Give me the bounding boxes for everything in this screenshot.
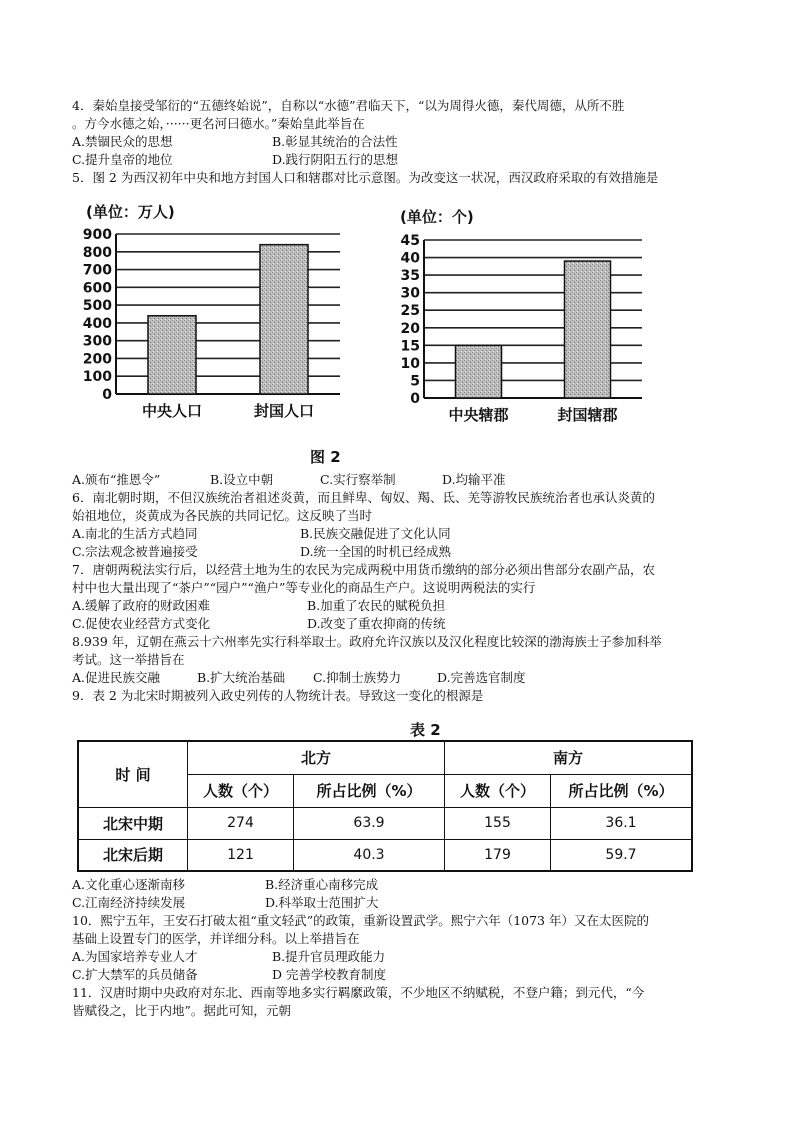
south-count-cell: 179 (445, 839, 551, 871)
y-tick-label: 600 (82, 280, 112, 297)
y-tick-label: 500 (82, 298, 112, 315)
y-tick-label: 15 (400, 338, 420, 355)
q5-option-c: C.实行察举制 (320, 472, 396, 487)
x-tick-label: 封国人口 (253, 402, 315, 420)
south-ratio-cell: 36.1 (551, 807, 693, 839)
q11-stem-line2: 皆赋役之，比于内地”。据此可知，元朝 (72, 1003, 291, 1018)
q10-option-d: D 完善学校教育制度 (272, 967, 386, 982)
south-ratio-cell: 59.7 (551, 839, 693, 871)
q4-option-c: C.提升皇帝的地位 (72, 152, 173, 167)
y-tick-label: 20 (400, 320, 420, 337)
y-tick-label: 300 (82, 333, 112, 350)
q8-option-a: A.促进民族交融 (72, 670, 161, 685)
q9-option-c: C.江南经济持续发展 (72, 895, 186, 910)
y-tick-label: 0 (410, 391, 420, 407)
q6-option-c: C.宗法观念被普遍接受 (72, 544, 198, 559)
q9-option-a: A.文化重心逐渐南移 (72, 877, 186, 892)
q10-option-c: C.扩大禁军的兵员储备 (72, 967, 198, 982)
q4-option-b: B.彰显其统治的合法性 (272, 134, 398, 149)
chart2-unit-label: (单位：个) (400, 208, 474, 226)
q7-option-a: A.缓解了政府的财政困难 (72, 598, 211, 613)
north-count-cell: 121 (188, 839, 294, 871)
chart1-unit-label: (单位：万人) (86, 203, 175, 221)
q6-option-b: B.民族交融促进了文化认同 (300, 526, 451, 541)
q10-stem-line2: 基础上设置专门的医学，并详细分科。以上举措旨在 (72, 931, 360, 946)
q8-stem-line2: 考试。这一举措旨在 (72, 652, 185, 667)
header-south-ratio: 所占比例（%） (551, 774, 693, 807)
bar (565, 261, 611, 398)
y-tick-label: 0 (102, 387, 112, 403)
y-tick-label: 700 (82, 262, 112, 279)
population-bar-chart (70, 226, 360, 426)
q5-option-b: B.设立中朝 (210, 472, 274, 487)
y-tick-label: 5 (410, 373, 420, 390)
statistics-table (77, 740, 693, 872)
y-tick-label: 30 (400, 285, 420, 302)
q6-option-d: D.统一全国的时机已经成熟 (300, 544, 452, 559)
north-ratio-cell: 63.9 (294, 807, 445, 839)
y-tick-label: 800 (82, 244, 112, 261)
q6-stem-line2: 始祖地位，炎黄成为各民族的共同记忆。这反映了当时 (72, 508, 373, 523)
prefecture-bar-chart (390, 230, 650, 426)
bar (260, 245, 308, 394)
q9-stem: 9．表 2 为北宋时期被列入政史列传的人物统计表。导致这一变化的根源是 (72, 688, 484, 703)
table-row (78, 807, 692, 839)
x-tick-label: 中央辖郡 (448, 406, 509, 424)
y-tick-label: 10 (400, 355, 420, 372)
q9-option-d: D.科举取士范围扩大 (265, 895, 379, 910)
header-south-count: 人数（个） (445, 774, 551, 807)
header-north-count: 人数（个） (188, 774, 294, 807)
q9-option-b: B.经济重心南移完成 (265, 877, 379, 892)
y-tick-label: 200 (82, 351, 112, 368)
table-row (78, 839, 692, 871)
table-caption: 表 2 (410, 721, 441, 739)
row-period: 北宋后期 (78, 839, 188, 871)
bar (148, 316, 196, 394)
row-period: 北宋中期 (78, 807, 188, 839)
x-tick-label: 封国辖郡 (557, 406, 618, 424)
q5-option-a: A.颁布“推恩令” (72, 472, 161, 487)
north-ratio-cell: 40.3 (294, 839, 445, 871)
q10-option-a: A.为国家培养专业人才 (72, 949, 198, 964)
figure-caption: 图 2 (310, 448, 341, 466)
y-tick-label: 900 (82, 227, 112, 243)
q10-stem-line1: 10．熙宁五年，王安石打破太祖“重文轻武”的政策，重新设置武学。熙宁六年（1073 年）又在太医院的 (72, 913, 649, 928)
q4-option-d: D.践行阴阳五行的思想 (272, 152, 399, 167)
q11-stem-line1: 11．汉唐时期中央政府对东北、西南等地多实行羁縻政策，不少地区不纳赋税，不登户籍；到元代，“今 (72, 985, 645, 1000)
y-tick-label: 35 (400, 268, 420, 285)
bar (456, 345, 502, 398)
y-tick-label: 25 (400, 303, 420, 320)
y-tick-label: 100 (82, 369, 112, 386)
header-north: 北方 (188, 741, 445, 774)
q4-stem-line2: 。方今水德之始，······更名河曰德水。”秦始皇此举旨在 (72, 116, 365, 131)
q8-option-d: D.完善选官制度 (437, 670, 526, 685)
q7-stem-line2: 村中也大量出现了“茶户”“园户”“渔户”等专业化的商品生产户。这说明两税法的实行 (72, 580, 536, 595)
y-tick-label: 45 (400, 233, 420, 249)
header-south: 南方 (445, 741, 693, 774)
y-tick-label: 400 (82, 315, 112, 332)
south-count-cell: 155 (445, 807, 551, 839)
q10-option-b: B.提升官员理政能力 (272, 949, 386, 964)
y-tick-label: 40 (400, 250, 420, 267)
q6-option-a: A.南北的生活方式趋同 (72, 526, 198, 541)
q5-option-d: D.均输平准 (442, 472, 506, 487)
q4-stem-line1: 4．秦始皇接受邹衍的“五德终始说”，自称以“水德”君临天下，“以为周得火德，秦代周德，从所不胜 (72, 98, 625, 113)
q8-option-c: C.抑制士族势力 (313, 670, 402, 685)
header-north-ratio: 所占比例（%） (294, 774, 445, 807)
q7-option-c: C.促使农业经营方式变化 (72, 616, 211, 631)
q4-option-a: A.禁锢民众的思想 (72, 134, 173, 149)
q7-option-b: B.加重了农民的赋税负担 (307, 598, 446, 613)
q7-option-d: D.改变了重农抑商的传统 (307, 616, 446, 631)
q5-stem: 5．图 2 为西汉初年中央和地方封国人口和辖郡对比示意图。为改变这一状况，西汉政府采取的有效措施是 (72, 170, 659, 185)
q7-stem-line1: 7．唐朝两税法实行后，以经营土地为生的农民为完成两税中用货币缴纳的部分必须出售部分农副产品，农 (72, 562, 655, 577)
q8-stem-line1: 8.939 年，辽朝在燕云十六州率先实行科举取士。政府允许汉族以及汉化程度比较深的渤海族士子参加科举 (72, 634, 662, 649)
north-count-cell: 274 (188, 807, 294, 839)
q6-stem-line1: 6．南北朝时期，不但汉族统治者祖述炎黄，而且鲜卑、匈奴、羯、氐、羌等游牧民族统治者也承认炎黄的 (72, 490, 655, 505)
x-tick-label: 中央人口 (141, 402, 203, 420)
header-time: 时 间 (78, 741, 188, 807)
q8-option-b: B.扩大统治基础 (197, 670, 286, 685)
